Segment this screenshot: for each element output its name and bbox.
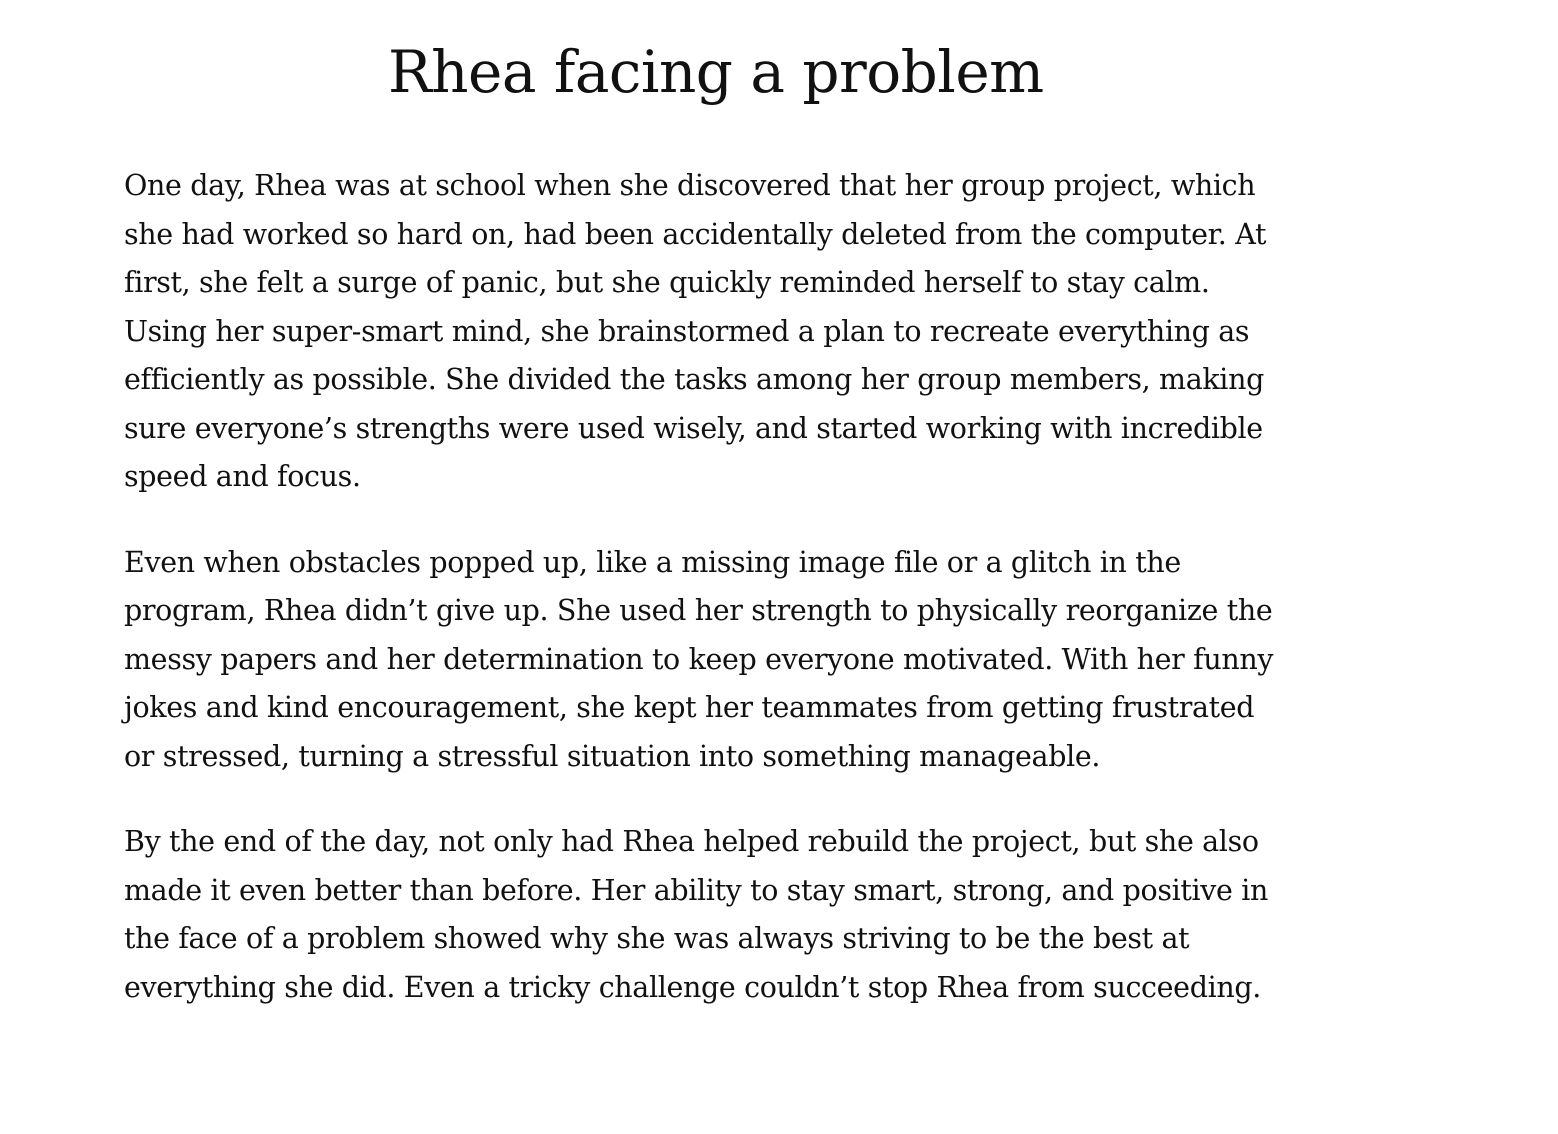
text-line: she had worked so hard on, had been accidentally deleted from the computer. At — [124, 217, 1267, 251]
text-line: or stressed, turning a stressful situation into something manageable. — [124, 739, 1101, 773]
text-line: first, she felt a surge of panic, but she quickly reminded herself to stay calm. — [124, 266, 1210, 299]
text-line: Even when obstacles popped up, like a missing image file or a glitch in the — [124, 545, 1181, 579]
text-line: efficiently as possible. She divided the tasks among her group members, making — [124, 363, 1264, 396]
text-line: made it even better than before. Her ability to stay smart, strong, and positive in — [124, 873, 1268, 907]
page-title: Rhea facing a problem — [388, 38, 1044, 106]
text-line: sure everyone’s strengths were used wisely, and started working with incredible — [124, 411, 1263, 445]
paragraph-2 — [124, 539, 1404, 782]
text-line: everything she did. Even a tricky challenge couldn’t stop Rhea from succeeding. — [124, 970, 1261, 1004]
text-line: By the end of the day, not only had Rhea helped rebuild the project, but she also — [124, 825, 1259, 858]
text-line: messy papers and her determination to keep everyone motivated. With her funny — [124, 642, 1274, 676]
text-line: Using her super-smart mind, she brainstormed a plan to recreate everything as — [124, 314, 1250, 348]
text-line: jokes and kind encouragement, she kept her teammates from getting frustrated — [124, 691, 1255, 724]
text-line: One day, Rhea was at school when she discovered that her group project, which — [124, 169, 1256, 202]
story-body — [124, 162, 1404, 1049]
paragraph-3 — [124, 818, 1404, 1012]
text-line: speed and focus. — [124, 460, 361, 493]
text-line: program, Rhea didn’t give up. She used her strength to physically reorganize the — [124, 594, 1273, 627]
text-line: the face of a problem showed why she was always striving to be the best at — [124, 922, 1190, 955]
paragraph-1 — [124, 162, 1404, 502]
